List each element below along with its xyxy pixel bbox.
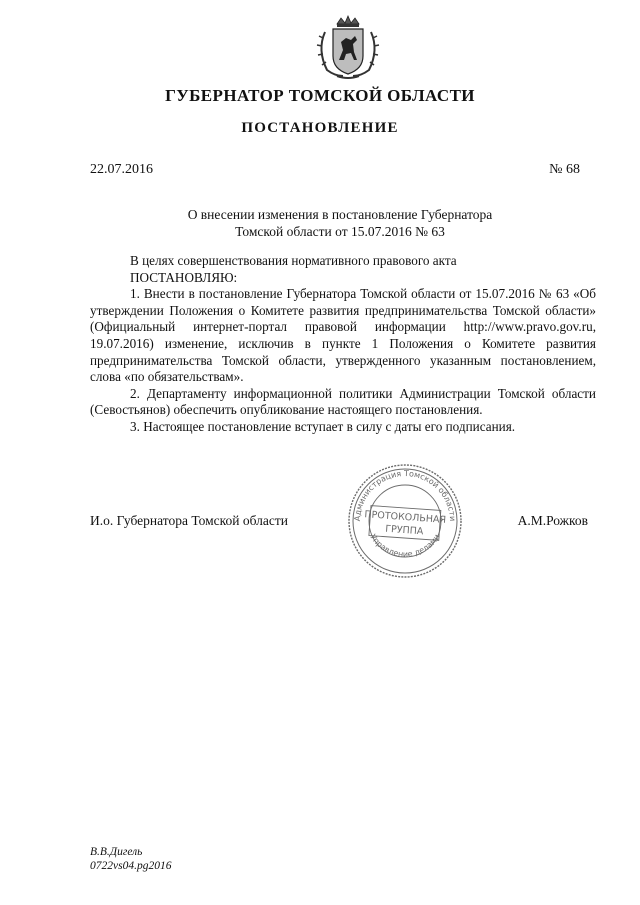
svg-text:ГРУППА: ГРУППА <box>384 523 424 538</box>
item-2-paragraph: 2. Департаменту информационной политики Администрации Томской области (Севостьянов) обеспечить опубликование настоящего постановления. <box>90 385 596 418</box>
document-subject <box>0 206 640 240</box>
official-stamp <box>346 462 464 580</box>
svg-text:ПРОТОКОЛЬНАЯ: ПРОТОКОЛЬНАЯ <box>364 509 447 526</box>
document-type-title: ПОСТАНОВЛЕНИЕ <box>241 120 399 136</box>
author-name: В.В.Дигель <box>90 846 143 858</box>
preamble-paragraph: В целях совершенствования нормативного правового акта <box>130 253 457 268</box>
document-date: 22.07.2016 <box>90 162 153 177</box>
item-3-paragraph: 3. Настоящее постановление вступает в силу с даты его подписания. <box>130 418 516 434</box>
resolve-heading: ПОСТАНОВЛЯЮ: <box>130 269 238 285</box>
coat-of-arms-emblem <box>313 14 383 82</box>
signatory-position: И.о. Губернатора Томской области <box>90 513 288 528</box>
svg-text:Администрация Томской области: Администрация Томской области <box>352 468 458 522</box>
subject-line-2: Томской области от 15.07.2016 № 63 <box>235 224 445 239</box>
issuing-authority-title: ГУБЕРНАТОР ТОМСКОЙ ОБЛАСТИ <box>165 86 475 105</box>
file-code: 0722vs04.pg2016 <box>90 860 172 872</box>
document-footer <box>90 845 171 873</box>
item-1-paragraph: 1. Внести в постановление Губернатора Томской области от 15.07.2016 № 63 «Об утверждении Положения о Комитете развития предпринимательства Томской области» (Официальный интернет-портал правовой информации http://www.pravo.gov.ru, 19.07.2016) изменение, исключив в пункте 1 Положения о Комитете развития предпринимательства Томской области, утвержденного указанным постановлением, слова «по обязательствам». <box>90 286 596 385</box>
signatory-name: А.М.Рожков <box>517 513 588 528</box>
document-body <box>90 253 596 436</box>
subject-line-1: О внесении изменения в постановление Губернатора <box>187 207 493 222</box>
svg-text:Управление делами: Управление делами <box>368 532 442 559</box>
document-number: № 68 <box>549 162 580 177</box>
